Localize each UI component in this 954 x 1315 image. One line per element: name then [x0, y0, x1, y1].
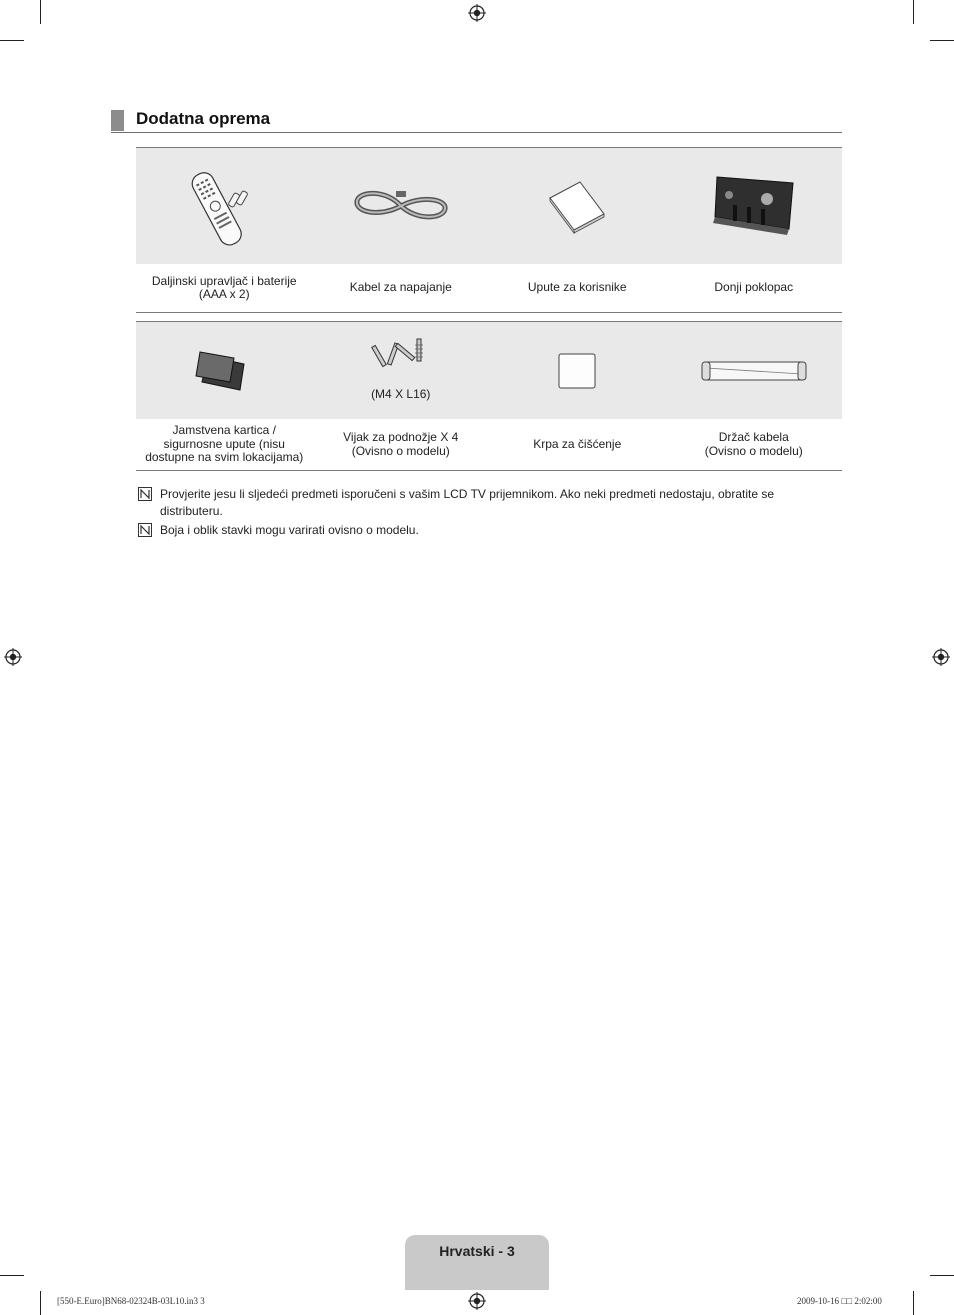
notes-list: [138, 486, 818, 541]
power-cable-icon: [351, 181, 451, 231]
manual-icon: [542, 176, 612, 236]
cleaning-cloth-icon: [555, 351, 599, 391]
footer-timestamp: 2009-10-16 □□ 2:02:00: [797, 1296, 882, 1306]
page-label: Hrvatski - 3: [439, 1243, 515, 1259]
crop-mark: [930, 40, 954, 41]
accessories-table-row-2: [136, 321, 842, 471]
image-row: [136, 147, 842, 264]
screws-icon: [371, 337, 431, 382]
crop-mark: [913, 1291, 914, 1315]
registration-mark-icon: [468, 4, 486, 22]
registration-mark-icon: [932, 648, 950, 666]
note-item: [138, 522, 818, 539]
note-text: Boja i oblik stavki mogu varirati ovisno o modelu.: [160, 523, 419, 537]
accessory-image-cell: [136, 148, 313, 264]
note-icon: [138, 487, 152, 501]
remote-batteries-icon: [179, 161, 269, 251]
label-row: [136, 419, 842, 471]
accessory-label: Vijak za podnožje X 4 (Ovisno o modelu): [343, 430, 459, 458]
registration-mark-icon: [4, 648, 22, 666]
accessory-image-cell: [489, 322, 666, 419]
label-row: [136, 264, 842, 313]
crop-mark: [913, 0, 914, 24]
accessory-label: Donji poklopac: [714, 280, 794, 295]
accessory-image-cell: [136, 322, 313, 419]
screw-size-label: (M4 X L16): [371, 387, 431, 401]
accessory-image-cell: [489, 148, 666, 264]
note-text: Provjerite jesu li sljedeći predmeti isporučeni s vašim LCD TV prijemnikom. Ako neki predmeti nedostaju, obratite se distributeru.: [160, 487, 775, 518]
accessory-image-cell: [666, 148, 843, 264]
accessory-label: Kabel za napajanje: [349, 280, 452, 295]
footer-file-info: [550-E.Euro]BN68-02324B-03L10.in3 3: [57, 1296, 205, 1306]
bottom-cover-icon: [709, 171, 799, 241]
accessory-image-cell: [666, 322, 843, 419]
section-heading: [111, 108, 842, 133]
page-number-tab: [405, 1235, 549, 1290]
warranty-card-icon: [194, 346, 254, 396]
accessory-label: Upute za korisnike: [527, 280, 627, 295]
image-row: [136, 321, 842, 419]
accessories-table-row-1: [136, 147, 842, 313]
note-icon: [138, 523, 152, 537]
accessory-label: Krpa za čišćenje: [533, 436, 622, 451]
section-title: Dodatna oprema: [136, 109, 271, 128]
accessory-label: Daljinski upravljač i baterije (AAA x 2): [151, 273, 297, 301]
accessory-label: Držač kabela (Ovisno o modelu): [704, 430, 803, 458]
crop-mark: [40, 0, 41, 24]
crop-mark: [40, 1291, 41, 1315]
note-item: [138, 486, 818, 520]
accessory-image-cell: [313, 322, 490, 419]
accessory-image-cell: [313, 148, 490, 264]
crop-mark: [930, 1275, 954, 1276]
heading-bar: [111, 110, 124, 131]
crop-mark: [0, 1275, 24, 1276]
accessory-label: Jamstvena kartica / sigurnosne upute (nisu dostupne na svim lokacijama): [145, 423, 304, 465]
registration-mark-icon: [468, 1292, 486, 1310]
crop-mark: [0, 40, 24, 41]
cable-holder-icon: [698, 356, 810, 386]
